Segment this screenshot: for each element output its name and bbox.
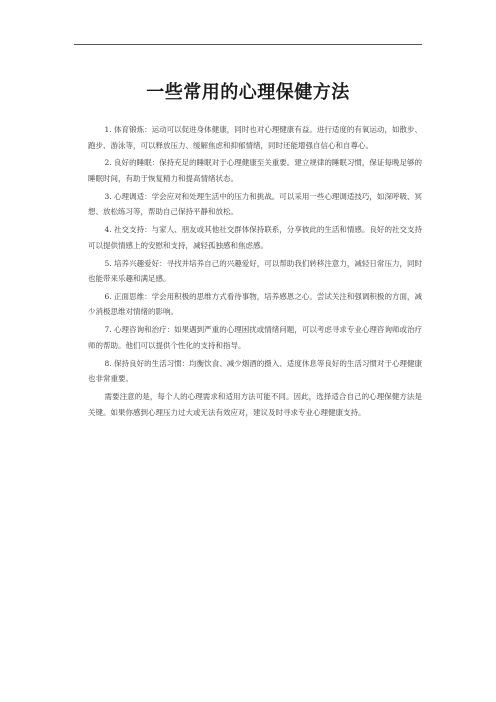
- paragraph-8: 8. 保持良好的生活习惯：均衡饮食、减少烟酒的摄入、适度休息等良好的生活习惯对于心理健康也非常重要。: [88, 358, 422, 384]
- document-body: [88, 122, 422, 422]
- paragraph-4: 4. 社交支持：与家人、朋友或其他社交群体保持联系，分享彼此的生活和情感。良好的社交支持可以提供情感上的安慰和支持，减轻孤独感和焦虑感。: [88, 225, 422, 250]
- paragraph-5: 5. 培养兴趣爱好：寻找并培养自己的兴趣爱好，可以帮助我们转移注意力，减轻日常压力，同时也能带来乐趣和满足感。: [88, 258, 422, 284]
- paragraph-2: 2. 良好的睡眠：保持充足的睡眠对于心理健康至关重要。建立规律的睡眠习惯，保证每晚足够的睡眠时间，有助于恢复精力和提高情绪状态。: [88, 158, 422, 183]
- closing-paragraph: 需要注意的是，每个人的心理需求和适用方法可能不同。因此，选择适合自己的心理保健方法是关键。如果你感到心理压力过大或无法有效应对，建议及时寻求专业心理健康支持。: [88, 392, 422, 417]
- paragraph-3: 3. 心理调适：学会应对和处理生活中的压力和挑战。可以采用一些心理调适技巧，如深呼吸、冥想、放松练习等，帮助自己保持平静和放松。: [88, 191, 422, 217]
- paragraph-1: 1. 体育锻炼：运动可以促进身体健康，同时也对心理健康有益。进行适度的有氧运动，如散步、跑步、游泳等，可以释放压力、缓解焦虑和抑郁情绪，同时还能增强自信心和自尊心。: [88, 125, 422, 150]
- paragraph-7: 7. 心理咨询和治疗：如果遇到严重的心理困扰或情绪问题，可以考虑寻求专业心理咨询师或治疗师的帮助。他们可以提供个性化的支持和指导。: [88, 325, 422, 350]
- header-rule: [74, 44, 422, 45]
- document-title: 一些常用的心理保健方法: [146, 82, 350, 103]
- paragraph-6: 6. 正面思维：学会用积极的思维方式看待事物，培养感恩之心。尝试关注和强调积极的方面，减少消极思维对情绪的影响。: [88, 291, 422, 317]
